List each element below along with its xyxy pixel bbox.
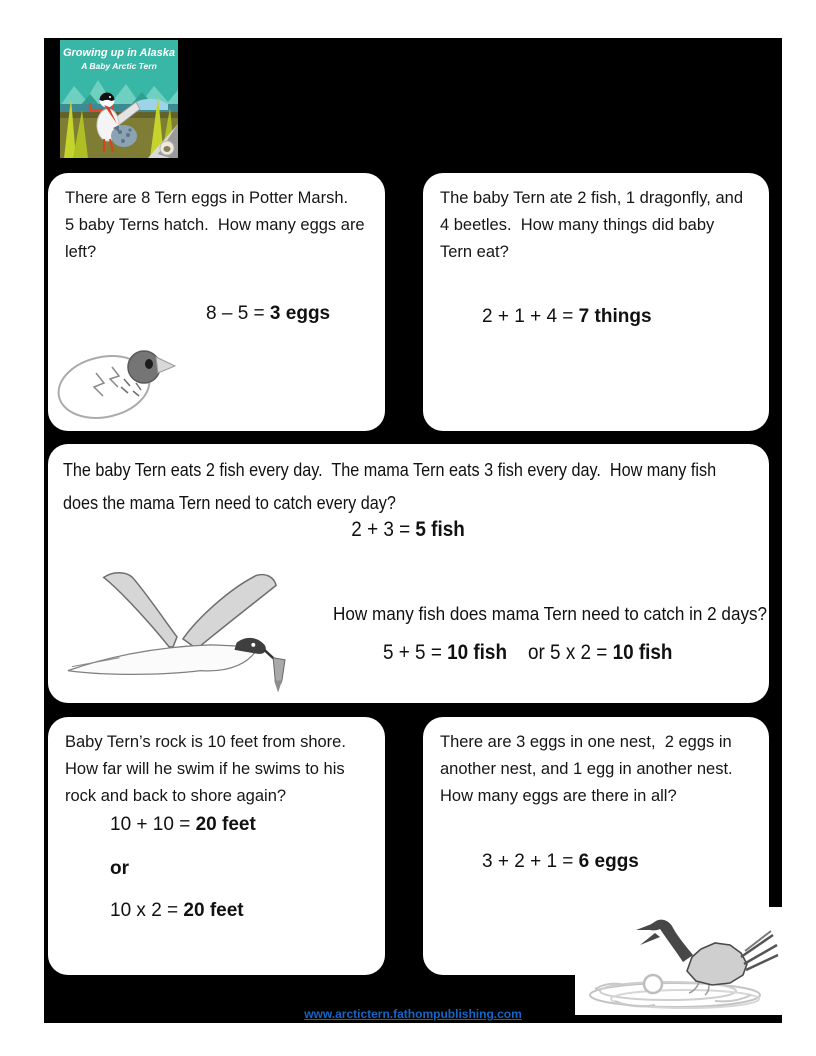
equation <box>482 851 639 873</box>
problem-card-fish-per-day <box>48 444 769 703</box>
hatching-egg-illustration <box>52 345 178 425</box>
equation-prefix: 5 + 5 = <box>383 641 448 664</box>
book-cover-illustration <box>60 40 178 158</box>
equation-prefix: 10 + 10 = <box>110 814 196 835</box>
nesting-tern-illustration <box>575 907 782 1015</box>
problem-card-things-eaten <box>423 173 769 431</box>
equation-prefix: 2 + 1 + 4 = <box>482 306 579 327</box>
question-line: Tern eat? <box>440 243 509 261</box>
question-line: Baby Tern’s rock is 10 feet from shore. <box>65 733 346 751</box>
equation-answer: 10 fish <box>447 641 508 664</box>
problem-card-eggs-left <box>48 173 385 431</box>
equation-2 <box>110 900 244 922</box>
flying-tern-illustration <box>62 563 290 695</box>
footer <box>44 1005 782 1023</box>
question-line: another nest, and 1 egg in another nest. <box>440 760 733 778</box>
book-title: Growing up in Alaska <box>62 47 176 59</box>
equation <box>110 814 256 836</box>
question-line: 4 beetles. How many things did baby <box>440 216 715 234</box>
question-text <box>63 454 789 520</box>
equation-2 <box>348 617 705 689</box>
question-line: 5 baby Terns hatch. How many eggs are <box>65 216 365 234</box>
book-subtitle: A Baby Arctic Tern <box>81 61 157 71</box>
question-line: There are 8 Tern eggs in Potter Marsh. <box>65 189 349 207</box>
question-text <box>440 185 743 266</box>
equation-gap <box>507 641 528 664</box>
equation-answer: 7 things <box>578 306 652 327</box>
publisher-link[interactable]: www.arctictern.fathompublishing.com <box>304 1007 522 1021</box>
question-line: does the mama Tern need to catch every day? <box>63 493 396 513</box>
equation <box>482 306 652 328</box>
question-line: The baby Tern eats 2 fish every day. The mama Tern eats 3 fish every day. How many fish <box>63 460 717 480</box>
equation-answer: 20 feet <box>195 814 256 835</box>
equation-answer: 5 fish <box>415 518 466 541</box>
problem-card-swim-distance <box>48 717 385 975</box>
question-line: How many eggs are there in all? <box>440 787 677 805</box>
equation-answer: 6 eggs <box>578 851 639 872</box>
question-line: rock and back to shore again? <box>65 787 287 805</box>
question-text <box>65 185 365 266</box>
equation <box>206 303 330 325</box>
equation-answer: 3 eggs <box>269 303 331 324</box>
equation-answer: 10 fish <box>612 641 673 664</box>
equation-prefix: 2 + 3 = <box>351 518 416 541</box>
question-line: The baby Tern ate 2 fish, 1 dragonfly, and <box>440 189 744 207</box>
question-line: left? <box>65 243 97 261</box>
equation-or-label: or <box>110 858 129 879</box>
equation-or-prefix: or 5 x 2 = <box>528 641 613 664</box>
equation-prefix: 8 – 5 = <box>206 303 270 324</box>
question-text <box>440 729 733 810</box>
book-cover <box>60 40 178 158</box>
equation-answer: 20 feet <box>183 900 244 921</box>
equation-prefix: 10 x 2 = <box>110 900 184 921</box>
question-text <box>65 729 346 810</box>
equation-prefix: 3 + 2 + 1 = <box>482 851 579 872</box>
question-line: There are 3 eggs in one nest, 2 eggs in <box>440 733 732 751</box>
equation <box>48 518 769 542</box>
question2-text: How many fish does mama Tern need to catch in 2 days? <box>333 604 768 624</box>
nesting-tern-patch <box>575 907 782 1015</box>
question-line: How far will he swim if he swims to his <box>65 760 345 778</box>
